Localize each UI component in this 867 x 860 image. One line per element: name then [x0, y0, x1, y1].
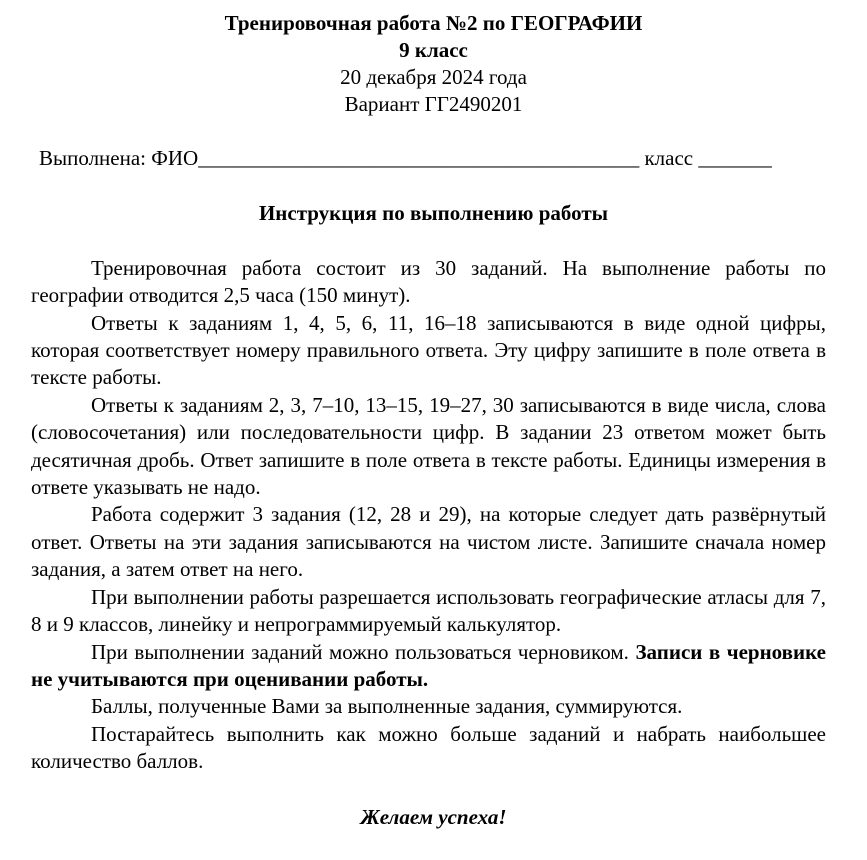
- instruction-paragraph: Ответы к заданиям 2, 3, 7–10, 13–15, 19–27, 30 записываются в виде числа, слова (словосочетания) или последовательности цифр. В задании 23 ответом может быть десятичная дробь. Ответ запишите в поле ответа в тексте работы. Единицы измерения в ответе указывать не надо.: [31, 392, 826, 500]
- instruction-paragraph: Баллы, полученные Вами за выполненные задания, суммируются.: [91, 694, 683, 719]
- fio-line: [31, 145, 826, 172]
- draft-paragraph: [31, 639, 826, 694]
- instruction-paragraph: Работа содержит 3 задания (12, 28 и 29), на которые следует дать развёрнутый ответ. Ответы на эти задания записываются на чистом листе. Запишите сначала номер задания, а затем ответ на него.: [31, 502, 826, 582]
- document-header: [41, 10, 826, 118]
- instruction-paragraph: При выполнении работы разрешается использовать географические атласы для 7, 8 и 9 классов, линейку и непрограммируемый калькулятор.: [31, 584, 826, 637]
- fio-blank: __________________________________________: [198, 146, 640, 170]
- draft-warning: Записи в черновике не учитываются при оценивании работы.: [31, 639, 826, 691]
- draft-note: При выполнении заданий можно пользоваться черновиком.: [91, 639, 636, 664]
- instructions-title: Инструкция по выполнению работы: [258, 201, 609, 226]
- class-blank: _______: [698, 146, 772, 170]
- instruction-paragraph: Тренировочная работа состоит из 30 заданий. На выполнение работы по географии отводится 2,5 часа (150 минут).: [31, 255, 826, 308]
- grade-label: 9 класс: [399, 38, 468, 62]
- variant-label: Вариант ГГ2490201: [344, 92, 523, 116]
- date-label: 20 декабря 2024 года: [340, 65, 527, 89]
- class-label: класс: [639, 146, 699, 170]
- instructions-body: [31, 255, 826, 776]
- fio-label: Выполнена: ФИО: [39, 146, 199, 170]
- document-title: Тренировочная работа №2 по ГЕОГРАФИИ: [224, 11, 643, 35]
- closing-wish: Желаем успеха!: [360, 804, 507, 829]
- instruction-paragraph: Ответы к заданиям 1, 4, 5, 6, 11, 16–18 записываются в виде одной цифры, которая соответствует номеру правильного ответа. Эту цифру запишите в поле ответа в тексте работы.: [31, 310, 826, 390]
- instruction-paragraph: Постарайтесь выполнить как можно больше заданий и набрать наибольшее количество баллов.: [31, 721, 826, 774]
